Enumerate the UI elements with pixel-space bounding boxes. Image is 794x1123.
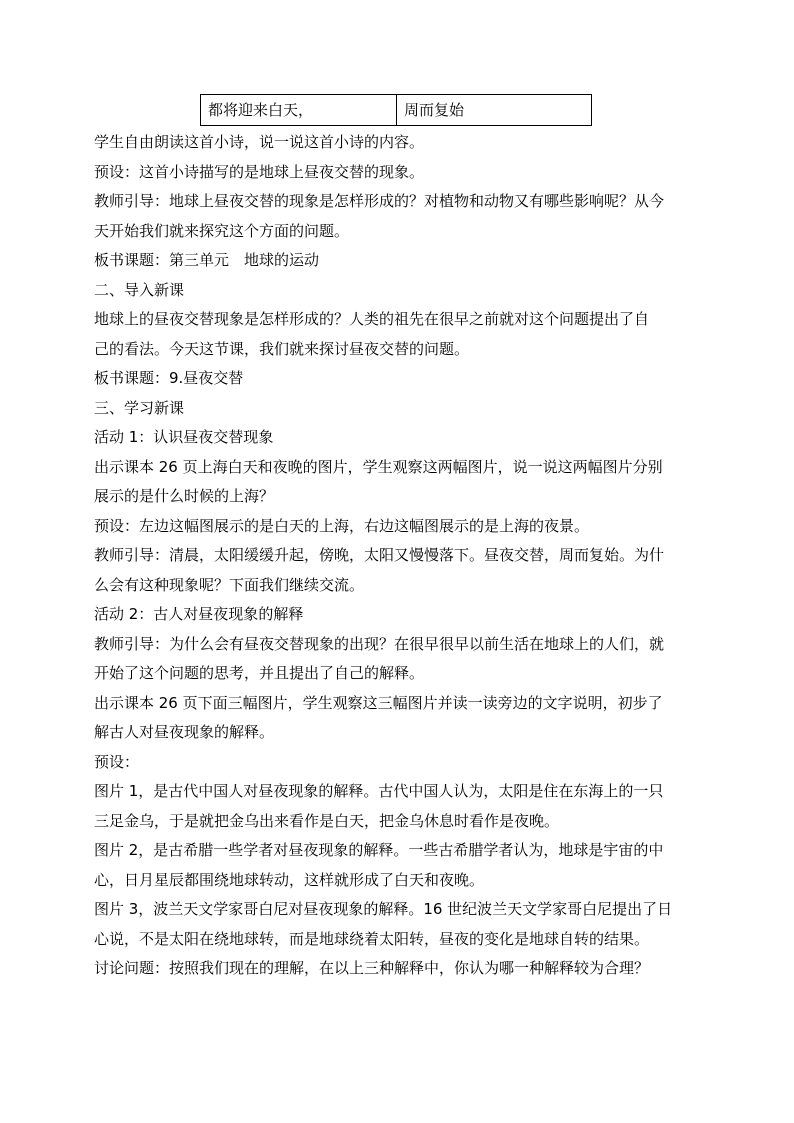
paragraph-line: 板书课题：9.昼夜交替	[94, 369, 244, 387]
paragraph-line: 心，日月星辰都围绕地球转动，这样就形成了白天和夜晚。	[94, 870, 485, 889]
paragraph-line: 教师引导：地球上昼夜交替的现象是怎样形成的？对植物和动物又有哪些影响呢？从今	[94, 192, 665, 210]
paragraph-line: 图片 1，是古代中国人对昼夜现象的解释。古代中国人认为，太阳是住在东海上的一只	[94, 782, 664, 800]
section-heading: 二、导入新课	[94, 280, 185, 299]
paragraph-line: 学生自由朗读这首小诗，说一说这首小诗的内容。	[94, 133, 425, 151]
activity-heading: 活动 2：古人对昼夜现象的解释	[94, 605, 304, 623]
paragraph-line: 预设：这首小诗描写的是地球上昼夜交替的现象。	[94, 162, 425, 181]
activity-heading: 活动 1：认识昼夜交替现象	[94, 428, 274, 446]
paragraph-line: 预设：左边这幅图展示的是白天的上海，右边这幅图展示的是上海的夜景。	[94, 516, 590, 535]
paragraph-line: 教师引导：为什么会有昼夜交替现象的出现？在很早很早以前生活在地球上的人们，就	[94, 634, 665, 653]
paragraph-line: 心说，不是太阳在绕地球转，而是地球绕着太阳转，昼夜的变化是地球自转的结果。	[94, 929, 650, 948]
paragraph-line: 图片 3，波兰天文学家哥白尼对昼夜现象的解释。16 世纪波兰天文学家哥白尼提出了日	[94, 900, 673, 918]
section-heading: 三、学习新课	[94, 398, 185, 417]
lesson-body	[94, 128, 702, 984]
paragraph-line: 出示课本 26 页上海白天和夜晚的图片，学生观察这两幅图片，说一说这两幅图片分别	[94, 457, 663, 476]
paragraph-line: 己的看法。今天这节课，我们就来探讨昼夜交替的问题。	[94, 339, 470, 358]
paragraph-line: 天开始我们就来探究这个方面的问题。	[94, 221, 350, 240]
paragraph-line: 预设：	[94, 752, 140, 771]
paragraph-line: 讨论问题：按照我们现在的理解，在以上三种解释中，你认为哪一种解释较为合理？	[94, 959, 650, 977]
paragraph-line: 地球上的昼夜交替现象是怎样形成的？人类的祖先在很早之前就对这个问题提出了自	[94, 310, 650, 328]
poem-table-left-cell: 都将迎来白天，	[201, 95, 397, 125]
paragraph-line: 板书课题：第三单元 地球的运动	[94, 251, 320, 269]
paragraph-line: 展示的是什么时候的上海？	[94, 487, 275, 505]
paragraph-line: 出示课本 26 页下面三幅图片，学生观察这三幅图片并读一读旁边的文字说明，初步了	[94, 693, 663, 712]
paragraph-line: 图片 2，是古希腊一些学者对昼夜现象的解释。一些古希腊学者认为，地球是宇宙的中	[94, 841, 664, 859]
paragraph-line: 解古人对昼夜现象的解释。	[94, 723, 275, 741]
poem-table-right-cell: 周而复始	[404, 101, 465, 119]
paragraph-line: 么会有这种现象呢？下面我们继续交流。	[94, 575, 365, 594]
paragraph-line: 教师引导：清晨，太阳缓缓升起，傍晚，太阳又慢慢落下。昼夜交替，周而复始。为什	[94, 546, 665, 564]
paragraph-line: 三足金乌，于是就把金乌出来看作是白天，把金乌休息时看作是夜晚。	[94, 811, 560, 830]
poem-table	[200, 94, 592, 126]
paragraph-line: 开始了这个问题的思考，并且提出了自己的解释。	[94, 664, 425, 682]
